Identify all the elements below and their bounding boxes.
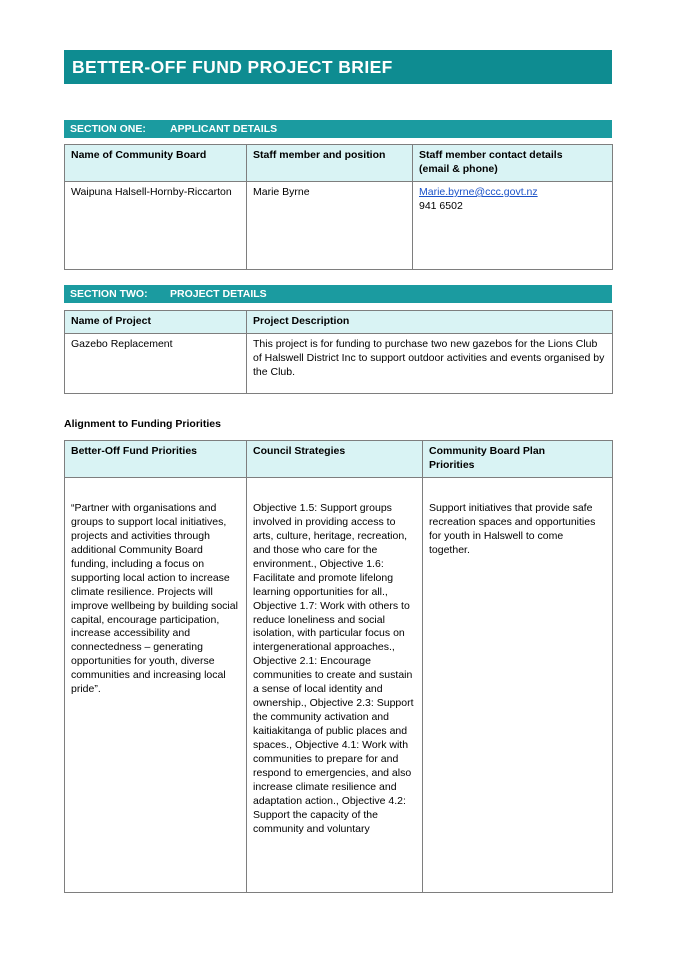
staff-phone: 941 6502 bbox=[419, 199, 463, 212]
section-two-bar bbox=[64, 285, 612, 303]
section-two-label: SECTION TWO: bbox=[70, 288, 148, 300]
table-row bbox=[65, 181, 613, 269]
table-header-row bbox=[65, 311, 613, 334]
column-header-staff-contact-line2: (email & phone) bbox=[419, 162, 498, 175]
page-title: BETTER-OFF FUND PROJECT BRIEF bbox=[64, 50, 612, 84]
cell-fund-priorities: “Partner with organisations and groups to support local initiatives, projects and activities through additional Community Board funding, including a focus on supporting local action to increase climate resilience. Projects will improve wellbeing by building social capital, encourage participation, increase accessibility and connectedness – generating opportunities for youth, diverse communities and increasing local pride”. bbox=[65, 477, 247, 892]
column-header-staff-contact-line1: Staff member contact details bbox=[419, 149, 563, 161]
column-header-project-description: Project Description bbox=[247, 311, 613, 334]
table-row bbox=[65, 333, 613, 393]
column-header-council-strategies: Council Strategies bbox=[247, 441, 423, 478]
cell-staff-member: Marie Byrne bbox=[247, 181, 413, 269]
alignment-heading: Alignment to Funding Priorities bbox=[64, 418, 221, 430]
table-header-row bbox=[65, 441, 613, 478]
column-header-staff-contact bbox=[413, 145, 613, 182]
alignment-table bbox=[64, 440, 613, 893]
cell-cb-priorities: Support initiatives that provide safe recreation spaces and opportunities for youth in Halswell to come together. bbox=[423, 477, 613, 892]
section-one-label: SECTION ONE: bbox=[70, 123, 146, 135]
project-details-table bbox=[64, 310, 613, 394]
column-header-cb-priorities-line2: Priorities bbox=[429, 458, 475, 471]
column-header-community-board: Name of Community Board bbox=[65, 145, 247, 182]
column-header-fund-priorities: Better-Off Fund Priorities bbox=[65, 441, 247, 478]
column-header-project-name: Name of Project bbox=[65, 311, 247, 334]
table-row bbox=[65, 477, 613, 892]
staff-email-link[interactable]: Marie.byrne@ccc.govt.nz bbox=[419, 185, 538, 198]
cell-community-board: Waipuna Halsell-Hornby-Riccarton bbox=[65, 181, 247, 269]
cell-staff-contact bbox=[413, 181, 613, 269]
column-header-cb-priorities-line1: Community Board Plan bbox=[429, 445, 546, 457]
section-one-bar bbox=[64, 120, 612, 138]
cell-project-description: This project is for funding to purchase two new gazebos for the Lions Club of Halswell District Inc to support outdoor activities and events organised by the Club. bbox=[247, 333, 613, 393]
section-two-name: PROJECT DETAILS bbox=[170, 288, 267, 300]
table-header-row bbox=[65, 145, 613, 182]
cell-project-name: Gazebo Replacement bbox=[65, 333, 247, 393]
column-header-cb-priorities bbox=[423, 441, 613, 478]
column-header-staff-member: Staff member and position bbox=[247, 145, 413, 182]
cell-council-strategies: Objective 1.5: Support groups involved in providing access to arts, culture, heritage, recreation, and those who care for the environment., Objective 1.6: Facilitate and promote lifelong learning opportunities for all., Objective 1.7: Work with others to reduce loneliness and social isolation, with particular focus on intergenerational approaches., Objective 2.1: Encourage communities to create and sustain a sense of local identity and ownership., Objective 2.3: Support the community activation and kaitiakitanga of public places and spaces., Objective 4.1: Work with communities to prepare for and respond to emergencies, and also increase climate resilience and adaptation action., Objective 4.2: Support the capacity of the community and voluntary bbox=[247, 477, 423, 892]
section-one-name: APPLICANT DETAILS bbox=[170, 123, 278, 135]
applicant-details-table bbox=[64, 144, 613, 270]
